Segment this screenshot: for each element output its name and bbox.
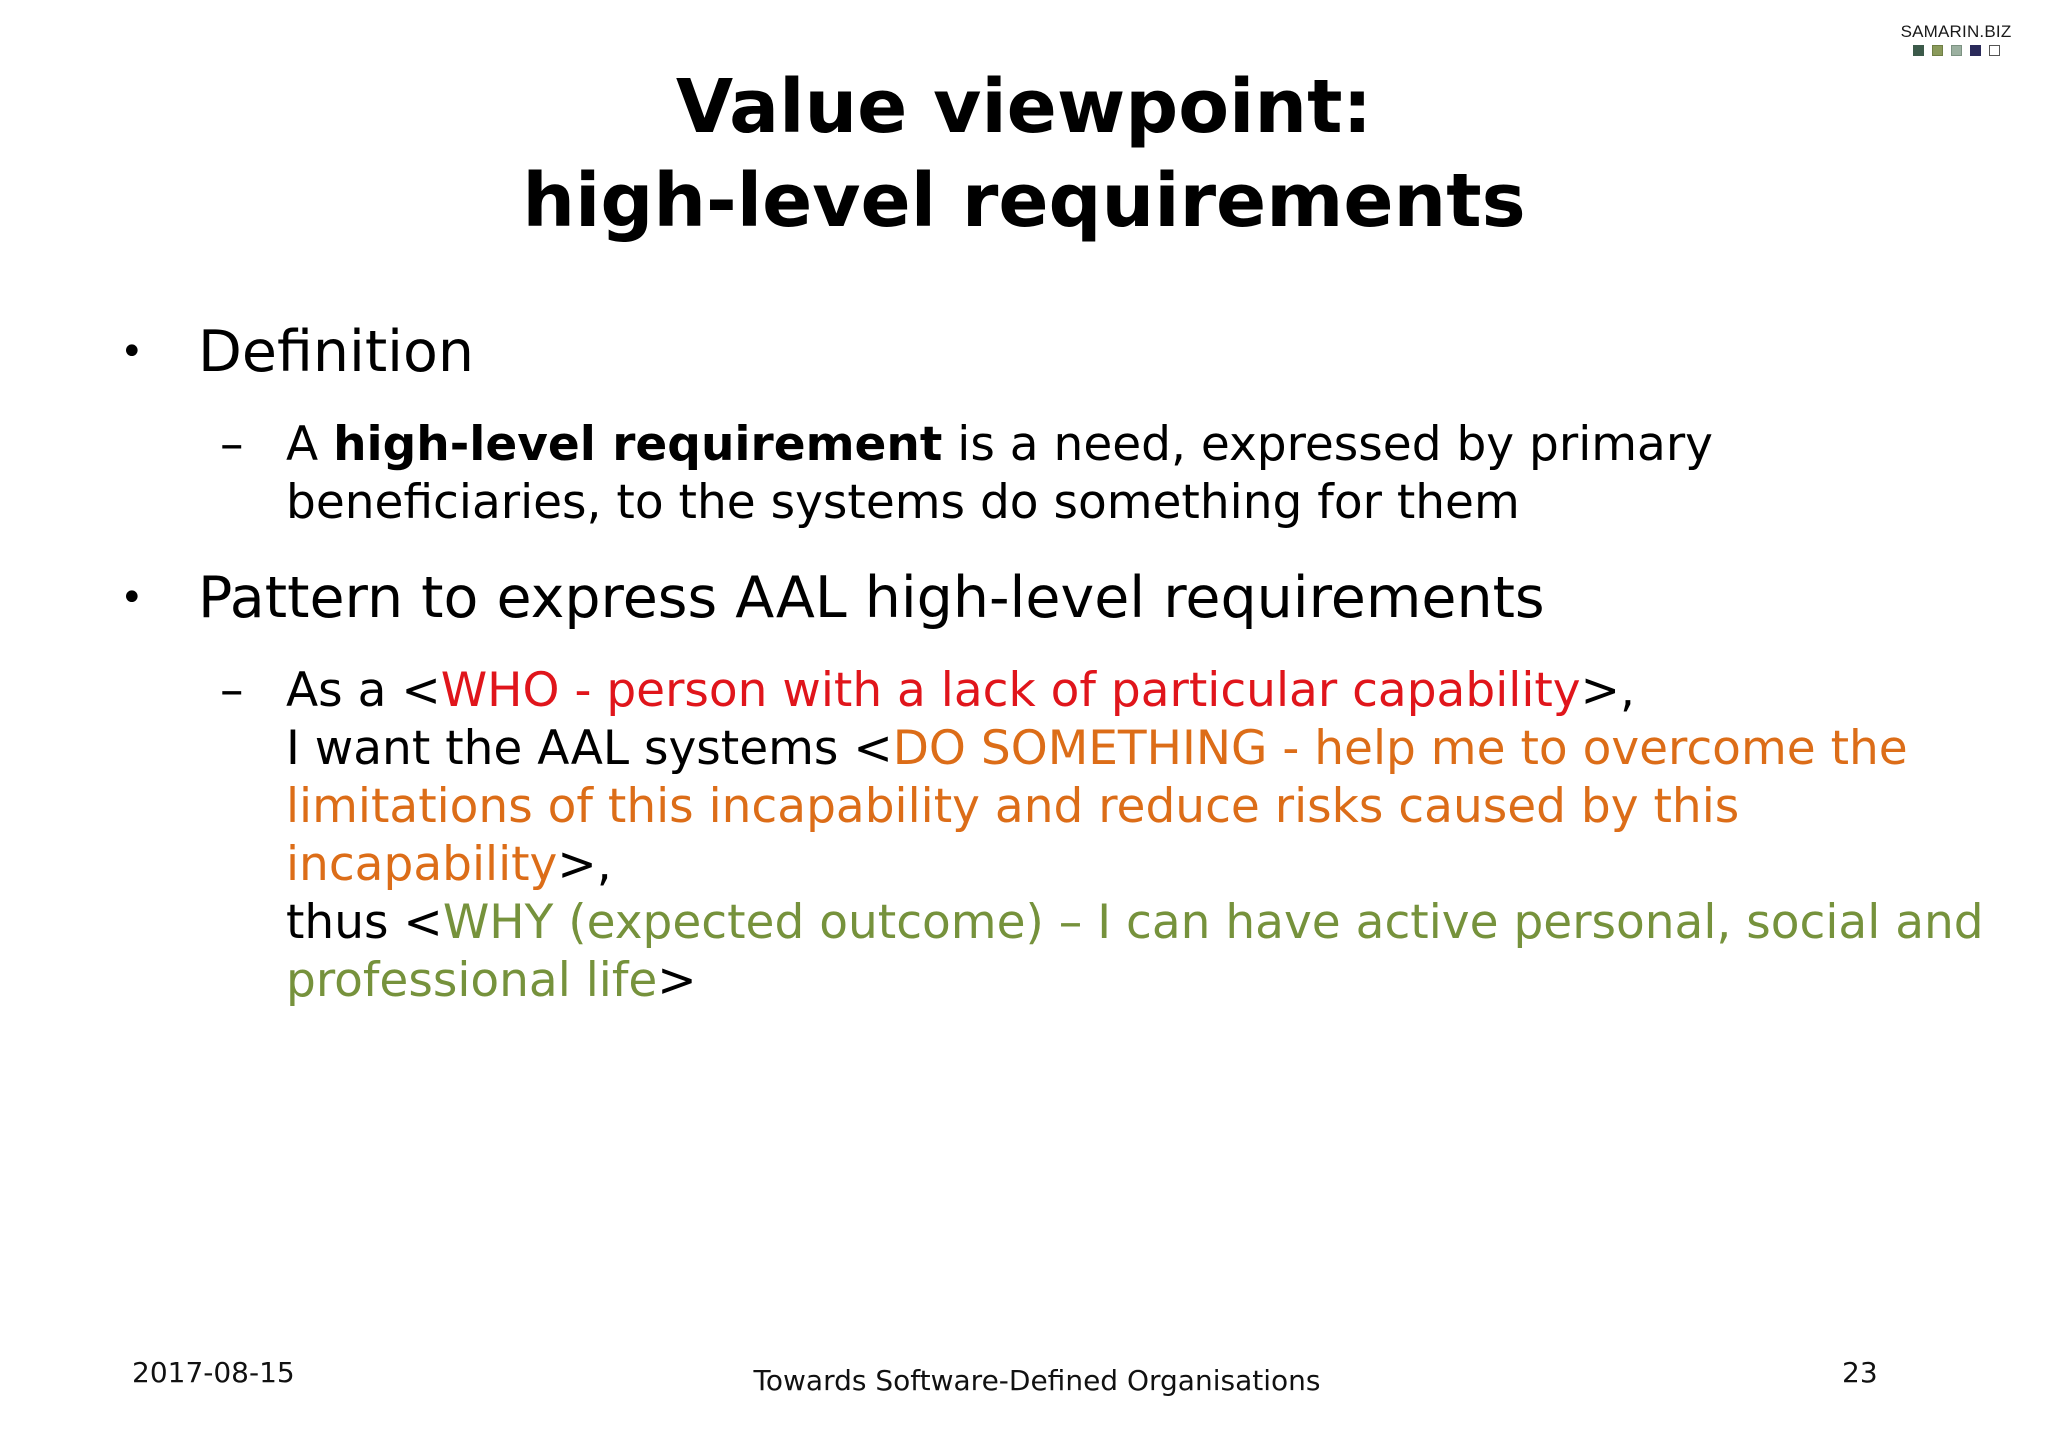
logo-square-4 xyxy=(1970,45,1981,56)
logo-square-2 xyxy=(1932,45,1943,56)
who-text: WHO - person with a lack of particular capability xyxy=(440,663,1581,718)
bullet-label: Definition xyxy=(198,319,475,385)
pattern-text-6: > xyxy=(657,953,697,1008)
definition-rest: is a need, expressed by primary beneficiaries, to the systems do something for them xyxy=(286,417,1713,530)
dash-glyph: – xyxy=(220,417,244,472)
footer-title: Towards Software-Defined Organisations xyxy=(753,1364,1321,1397)
bullet-glyph: • xyxy=(120,329,144,375)
logo-square-3 xyxy=(1951,45,1962,56)
why-text: WHY (expected outcome) – I can have active personal, social and professional life xyxy=(286,895,1984,1008)
pattern-text-4: >, xyxy=(557,837,612,892)
do-text: DO SOMETHING - help me to overcome the limitations of this incapability and reduce risks caused by this incapability xyxy=(286,721,1908,892)
pattern-why-line xyxy=(286,894,1986,1010)
definition-prefix: A xyxy=(286,417,334,472)
bullet-label: Pattern to express AAL high-level requirements xyxy=(198,565,1545,631)
pattern-who-line xyxy=(286,662,1986,720)
bullet-glyph: • xyxy=(120,575,144,621)
pattern-text-5: thus < xyxy=(286,895,443,950)
logo-square-5 xyxy=(1989,45,2000,56)
logo-square-1 xyxy=(1913,45,1924,56)
definition-text xyxy=(286,416,1986,532)
dash-glyph: – xyxy=(220,663,244,718)
samarin-logo xyxy=(1896,22,2016,56)
pattern-text-3: I want the AAL systems < xyxy=(286,721,893,776)
logo-text: SAMARIN.BIZ xyxy=(1900,22,2012,41)
title-line-1: Value viewpoint: xyxy=(675,64,1373,150)
footer-date: 2017-08-15 xyxy=(132,1356,295,1389)
pattern-do-line xyxy=(286,720,1986,894)
pattern-text xyxy=(286,662,1986,1010)
definition-term: high-level requirement xyxy=(333,417,943,472)
logo-squares xyxy=(1896,45,2016,56)
pattern-text-2: >, xyxy=(1580,663,1635,718)
pattern-text-1: As a < xyxy=(286,663,441,718)
slide-title xyxy=(0,60,2048,248)
page-number: 23 xyxy=(1842,1356,1878,1389)
title-line-2: high-level requirements xyxy=(522,158,1526,244)
